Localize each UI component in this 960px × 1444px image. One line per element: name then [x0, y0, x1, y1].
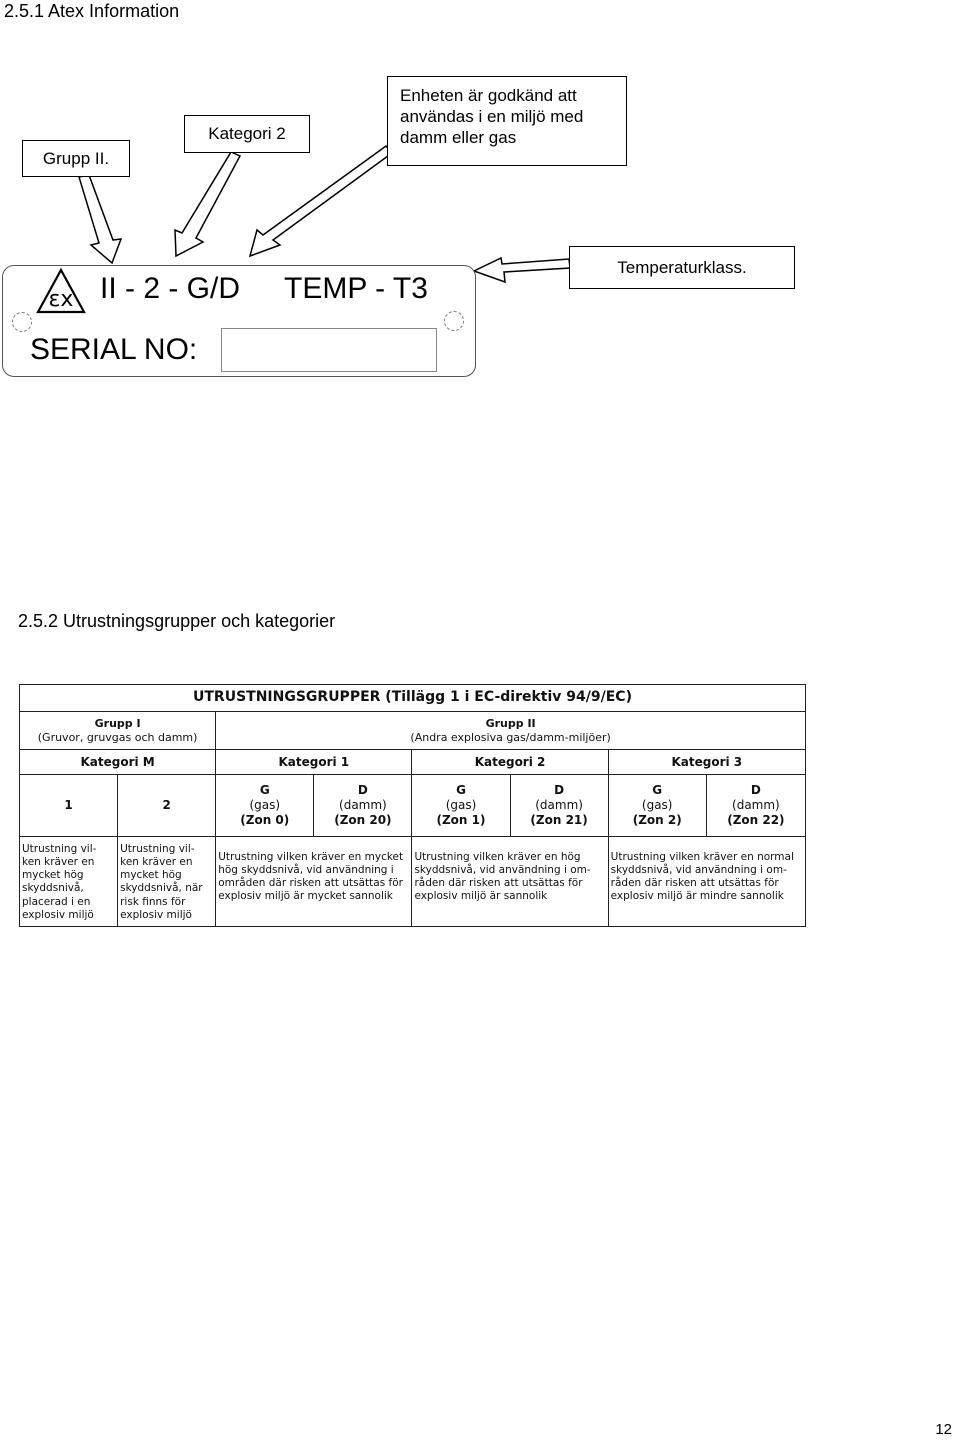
desc-line: explosiv miljö är mindre sannolik	[610, 890, 784, 903]
category-m: Kategori M	[20, 750, 216, 775]
callout-enheten-line-3: damm eller gas	[400, 128, 517, 147]
group-1-sub: (Gruvor, gruvgas och damm)	[37, 730, 198, 744]
description-cell	[608, 837, 805, 927]
desc-line: skyddsnivå, vid användning i om-	[414, 864, 591, 877]
desc-line: explosiv miljö	[22, 908, 94, 921]
level-code: D	[357, 783, 368, 797]
level-medium: (gas)	[249, 798, 281, 812]
level-zone: (Zon 0)	[240, 813, 290, 827]
category-3: Kategori 3	[608, 750, 805, 775]
group-2-sub: (Andra explosiva gas/damm-miljöer)	[410, 730, 611, 744]
level-cell	[706, 775, 805, 837]
group-2-header	[216, 712, 806, 750]
level-code: 2	[162, 798, 171, 812]
level-cell	[412, 775, 510, 837]
callout-kategori: Kategori 2	[184, 115, 310, 153]
desc-line: explosiv miljö	[120, 908, 192, 921]
level-zone: (Zon 2)	[632, 813, 682, 827]
desc-line: Utrustning vilken kräver en normal	[610, 851, 794, 863]
level-code: D	[750, 783, 761, 797]
desc-line: Utrustning vilken kräver en mycket	[218, 851, 404, 863]
group-1-name: Grupp I	[94, 716, 141, 730]
level-medium: (damm)	[339, 798, 387, 812]
level-code: G	[259, 783, 270, 797]
level-code: 1	[64, 798, 73, 812]
ex-symbol-icon	[36, 268, 86, 314]
page-number: 12	[935, 1421, 952, 1438]
desc-line: skyddsnivå, vid användning i om-	[610, 864, 787, 877]
callout-temperatur: Temperaturklass.	[569, 246, 795, 289]
level-medium: (gas)	[641, 798, 673, 812]
desc-line: råden där risken att utsättas för	[610, 877, 779, 890]
level-zone: (Zon 1)	[436, 813, 486, 827]
description-cell	[216, 837, 412, 927]
desc-line: mycket hög	[120, 869, 182, 882]
desc-line: explosiv miljö är mycket sannolik	[218, 890, 393, 903]
section-heading-atex: 2.5.1 Atex Information	[4, 1, 180, 21]
level-cell	[216, 775, 314, 837]
desc-line: mycket hög	[22, 869, 84, 882]
description-cell	[118, 837, 216, 927]
level-cell	[510, 775, 608, 837]
equipment-groups-table	[19, 684, 806, 927]
desc-line: risk finns för	[120, 895, 186, 908]
callout-enheten-line-2: användas i en miljö med	[400, 107, 584, 126]
desc-line: ken kräver en	[22, 856, 95, 869]
level-cell	[20, 775, 118, 837]
plate-marking: II - 2 - G/D	[100, 272, 241, 305]
desc-line: Utrustning vilken kräver en hög	[414, 851, 581, 863]
desc-line: explosiv miljö är sannolik	[414, 890, 548, 903]
desc-line: placerad i en	[22, 895, 91, 908]
level-zone: (Zon 20)	[334, 813, 392, 827]
table-title: UTRUSTNINGSGRUPPER (Tillägg 1 i EC-direktiv 94/9/EC)	[20, 685, 806, 712]
desc-line: Utrustning vil-	[120, 843, 195, 855]
category-1: Kategori 1	[216, 750, 412, 775]
desc-line: råden där risken att utsättas för	[414, 877, 583, 890]
category-2: Kategori 2	[412, 750, 608, 775]
desc-line: ken kräver en	[120, 856, 193, 869]
level-medium: (damm)	[535, 798, 583, 812]
group-2-name: Grupp II	[485, 716, 536, 730]
description-cell	[20, 837, 118, 927]
serial-label: SERIAL NO:	[30, 333, 198, 366]
level-code: G	[652, 783, 663, 797]
level-cell	[118, 775, 216, 837]
level-code: G	[456, 783, 466, 797]
serial-number-field	[221, 328, 437, 372]
level-zone: (Zon 22)	[727, 813, 785, 827]
callout-enheten	[387, 76, 627, 166]
arrow-enheten	[250, 146, 392, 256]
level-medium: (gas)	[445, 798, 477, 812]
svg-text:εx: εx	[48, 287, 74, 312]
desc-line: Utrustning vil-	[22, 843, 97, 855]
level-medium: (damm)	[732, 798, 780, 812]
desc-line: skyddsnivå, när	[120, 882, 203, 895]
desc-line: skyddsnivå,	[22, 882, 84, 895]
level-code: D	[554, 783, 565, 797]
section-heading-groups: 2.5.2 Utrustningsgrupper och kategorier	[18, 611, 336, 631]
arrow-temperatur	[474, 258, 570, 282]
group-1-header	[20, 712, 216, 750]
arrow-grupp	[79, 175, 121, 263]
plate-mount-hole-left	[12, 312, 32, 332]
callout-enheten-line-1: Enheten är godkänd att	[400, 86, 577, 105]
desc-line: hög skyddsnivå, vid användning i	[218, 864, 394, 877]
plate-temp: TEMP - T3	[284, 272, 428, 305]
desc-line: områden där risken att utsättas för	[218, 877, 403, 890]
description-cell	[412, 837, 608, 927]
callout-grupp: Grupp II.	[22, 140, 130, 177]
level-zone: (Zon 21)	[530, 813, 588, 827]
level-cell	[314, 775, 412, 837]
level-cell	[608, 775, 706, 837]
arrow-kategori	[175, 152, 240, 256]
plate-mount-hole-right	[444, 311, 464, 331]
